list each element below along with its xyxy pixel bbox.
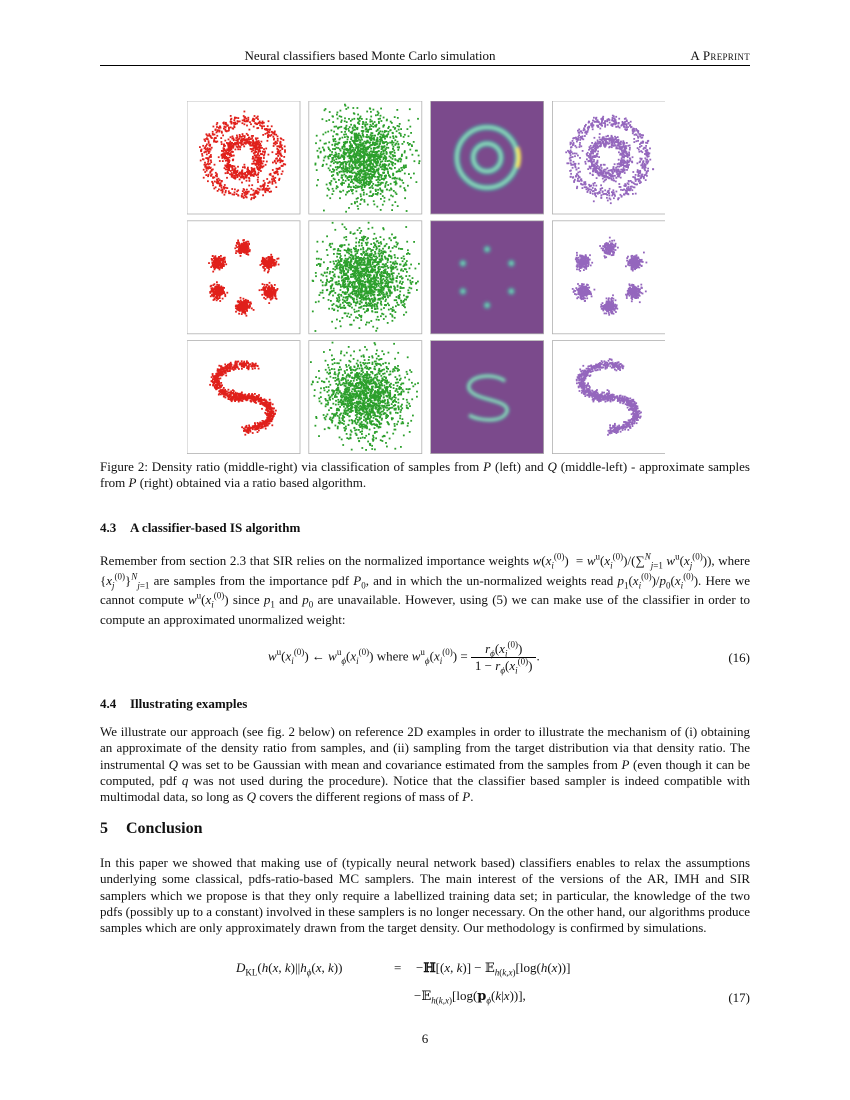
figure-panel-r2-c1 bbox=[187, 221, 300, 334]
para-text: since bbox=[232, 592, 260, 607]
panel-background bbox=[187, 221, 300, 334]
equation-16: $w^u(x_i^{(0)})$ ← $w^u_\phi(x_i^{(0)})$ where $w^u_\phi(x_i^{(0)})$ = $\frac{r_\phi(x_i^{(0)})}{1 - r_\phi(x_i^{(0)})}$ . bbox=[268, 639, 540, 676]
para-text: was set to be Gaussian with mean and covariance estimated from the samples from bbox=[181, 756, 618, 772]
figure-panel-r2-c3 bbox=[431, 221, 544, 334]
caption-part: (right) obtained via a ratio based algorithm. bbox=[139, 475, 367, 491]
section-title: A classifier-based IS algorithm bbox=[130, 520, 301, 535]
figure-2 bbox=[187, 101, 665, 454]
para-text: (even though it can be computed, pdf bbox=[100, 756, 751, 788]
panel-background bbox=[552, 221, 665, 334]
para-text: and bbox=[279, 592, 298, 607]
para-text: Remember from section 2.3 that SIR relies on the normalized importance weights bbox=[100, 553, 530, 568]
page-number: 6 bbox=[421, 1031, 429, 1046]
figure-panel-r3-c3 bbox=[431, 341, 544, 454]
running-header-label: A Preprint bbox=[690, 48, 750, 63]
para-var: Q bbox=[168, 756, 179, 772]
para-text: We illustrate our approach (see fig. 2 below) on reference 2D examples in order to illustrate the mechanism of (i) obtaining an approximate of the density ratio from samples, and (ii) sampling from the target distribution via that density ratio. The instrumental bbox=[100, 724, 750, 772]
para-text: . Here we cannot compute bbox=[100, 572, 751, 607]
para-text: covers the different regions of mass of bbox=[259, 789, 459, 805]
figure-panel-r3-c2 bbox=[309, 341, 422, 454]
equation-number-17: (17) bbox=[728, 990, 750, 1005]
section-title: Conclusion bbox=[126, 820, 203, 837]
caption-part: Figure 2: Density ratio (middle-right) via classification of samples from bbox=[100, 459, 480, 474]
para-var: q bbox=[181, 772, 189, 788]
section-title: Illustrating examples bbox=[130, 696, 248, 711]
para-text: , and in which the un-normalized weights read bbox=[365, 572, 614, 588]
equation-number-16: (16) bbox=[728, 650, 750, 665]
section-4-3-paragraph: Remember from section 2.3 that SIR relies on the normalized importance weights $w(x_i^{(0)}) = w^u(x_i^{(0)})/(\sum^N_{j=1}$ $w^u(x_j^{(0)})$), where $\{x_j^{(0)}\}^N_{j=1}$ are samples from the importance pdf $P_0$, and in which the un-normalized weights read $p_1(x_i^{(0)})/p_0(x_i^{(0)})$. Here we cannot compute $w^u(x_i^{(0)})$ since $p_1$ and $p_0$ are unavailable. However, using (5) we can make use of the classifier in order to compute an approximated unormalized weight: bbox=[100, 551, 751, 627]
section-number: 4.3 bbox=[100, 520, 117, 535]
running-header-title: Neural classifiers based Monte Carlo simulation bbox=[244, 48, 496, 63]
para-text: , where bbox=[711, 553, 751, 568]
section-heading-4-3 bbox=[100, 520, 300, 536]
caption-var-p: P bbox=[128, 475, 137, 491]
para-text: was not used during the procedure). Notice that the classifier based sampler is indeed compatible with multimodal data, so long as bbox=[100, 772, 751, 805]
para-var: Q bbox=[246, 789, 256, 805]
para-text: are unavailable. bbox=[317, 592, 401, 607]
equation-17-rhs-2: $-𝔼_{h(k,x)}[\log(p_\phi(k|x))]$, bbox=[414, 988, 526, 1006]
caption-var-q: Q bbox=[547, 459, 557, 474]
para-text: . bbox=[470, 789, 474, 805]
section-number: 4.4 bbox=[100, 696, 117, 711]
figure-panel-r2-c2 bbox=[309, 221, 422, 334]
section-number: 5 bbox=[100, 820, 108, 837]
figure-panel-r1-c3 bbox=[431, 101, 544, 214]
section-heading-5 bbox=[100, 820, 202, 838]
panel-background bbox=[431, 101, 544, 214]
section-heading-4-4 bbox=[100, 696, 247, 712]
equation-text: where bbox=[376, 648, 409, 664]
caption-part: (left) and bbox=[494, 459, 544, 474]
panel-background bbox=[431, 221, 544, 334]
figure-panel-r2-c4 bbox=[552, 221, 665, 334]
para-var: P bbox=[621, 756, 630, 772]
figure-panel-r1-c1 bbox=[187, 101, 300, 214]
caption-part: (middle-left) - approximate samples from bbox=[100, 459, 750, 491]
figure-caption bbox=[100, 459, 750, 492]
figure-panel-r1-c2 bbox=[309, 101, 422, 214]
section-5-paragraph: In this paper we showed that making use of (typically neural network based) classifiers enables to relax the assumptions underlying some classical, pdfs-ratio-based MC samplers. The main interest of the versions of the AR, IMH and SIR samplers which we propose is that they only require a labellized training data set; in particular, the knowledge of the two pdfs (possibly up to a constant) involved in these samplers is no longer necessary. On the other hand, our algorithms produce samples which are only approximately drawn from the target density. Our methodology is confirmed by simulations. bbox=[100, 855, 750, 936]
para-text: However, using (5) we can make use of the classifier in order to compute an approximated unormalized weight: bbox=[100, 592, 751, 627]
para-text: are samples from the importance pdf bbox=[153, 572, 350, 588]
caption-var-p: P bbox=[483, 459, 492, 474]
para-var: P bbox=[462, 789, 471, 805]
figure-panel-r3-c1 bbox=[187, 341, 300, 454]
equation-17-rhs-1: −ℍ[(x, k)] − 𝔼$_{h(k,x)}$[log(h(x))] bbox=[416, 960, 571, 978]
equation-17-line-1: $D_{KL}(h(x$, $k)||h_\phi(x$, k)) bbox=[236, 960, 343, 978]
figure-panel-r3-c4 bbox=[552, 341, 665, 454]
equation-17-equals: = bbox=[394, 960, 402, 975]
header-rule bbox=[100, 65, 750, 66]
figure-panel-r1-c4 bbox=[552, 101, 665, 214]
section-4-4-paragraph bbox=[100, 724, 750, 805]
